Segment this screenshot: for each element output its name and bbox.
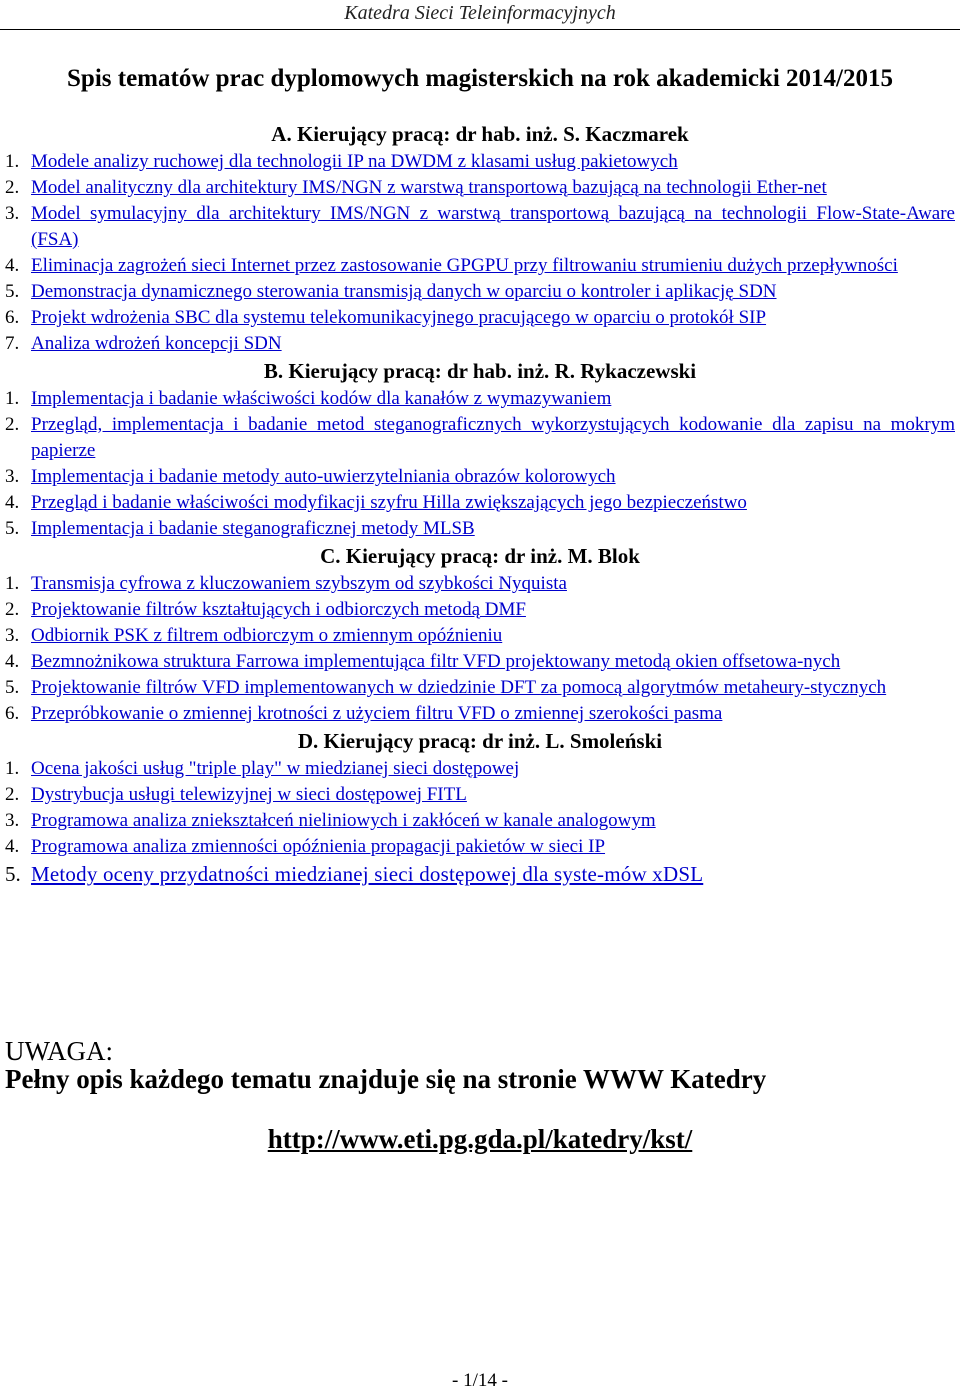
supervisor-heading: A. Kierujący pracą: dr hab. inż. S. Kaczmarek bbox=[271, 122, 689, 146]
topic-item bbox=[5, 279, 955, 305]
topic-item bbox=[5, 516, 955, 542]
topic-number: 4. bbox=[5, 651, 20, 672]
topic-number: 2. bbox=[5, 177, 20, 198]
topic-item bbox=[5, 331, 955, 357]
topic-item bbox=[5, 756, 955, 782]
department-name: Katedra Sieci Teleinformacyjnych bbox=[344, 2, 616, 24]
topic-link[interactable]: Przegląd i badanie właściwości modyfikacji szyfru Hilla zwiększających jego bezpieczeństwo bbox=[31, 492, 747, 513]
topic-link[interactable]: Analiza wdrożeń koncepcji SDN bbox=[31, 333, 282, 354]
topic-number: 1. bbox=[5, 151, 20, 172]
note-text: Pełny opis każdego tematu znajduje się na stronie WWW Katedry bbox=[5, 1064, 767, 1094]
topic-item bbox=[5, 490, 955, 516]
topic-link[interactable]: Demonstracja dynamicznego sterowania transmisją danych w oparciu o kontroler i aplikację SDN bbox=[31, 281, 777, 302]
topic-number: 3. bbox=[5, 466, 20, 487]
topic-number: 2. bbox=[5, 599, 20, 620]
topic-number: 7. bbox=[5, 333, 20, 354]
topic-number: 2. bbox=[5, 414, 20, 435]
supervisor-heading: B. Kierujący pracą: dr hab. inż. R. Rykaczewski bbox=[263, 359, 697, 383]
topic-number: 4. bbox=[5, 836, 20, 857]
topic-link[interactable]: Przegląd, implementacja i badanie metod steganograficznych wykorzystujących kodowanie dla zapisu na mokrym papierze bbox=[31, 414, 955, 461]
topic-item bbox=[5, 386, 955, 412]
note-heading: UWAGA: bbox=[5, 1036, 113, 1066]
topic-number: 6. bbox=[5, 307, 20, 328]
topic-number: 5. bbox=[5, 281, 20, 302]
topic-link[interactable]: Eliminacja zagrożeń sieci Internet przez zastosowanie GPGPU przy filtrowaniu strumieniu dużych przepływności bbox=[31, 255, 898, 276]
topic-number: 1. bbox=[5, 758, 20, 779]
topic-item bbox=[5, 412, 955, 464]
topic-item bbox=[5, 649, 955, 675]
page-number: - 1/14 - bbox=[452, 1370, 508, 1391]
topic-item bbox=[5, 149, 955, 175]
topic-number: 3. bbox=[5, 810, 20, 831]
topic-number: 3. bbox=[5, 203, 20, 224]
topic-number: 5. bbox=[5, 518, 20, 539]
page-header bbox=[0, 0, 960, 30]
topic-item bbox=[5, 571, 955, 597]
topic-link[interactable]: Implementacja i badanie metody auto-uwierzytelniania obrazów kolorowych bbox=[31, 466, 616, 487]
department-website-link[interactable]: http://www.eti.pg.gda.pl/katedry/kst/ bbox=[267, 1124, 693, 1154]
topic-link[interactable]: Model analityczny dla architektury IMS/NGN z warstwą transportową bazującą na technologii Ether-net bbox=[31, 177, 827, 198]
topic-number: 3. bbox=[5, 625, 20, 646]
supervisor-heading: D. Kierujący pracą: dr inż. L. Smoleński bbox=[297, 729, 663, 753]
topic-link[interactable]: Implementacja i badanie steganograficznej metody MLSB bbox=[31, 518, 475, 539]
topic-number: 4. bbox=[5, 255, 20, 276]
topic-link[interactable]: Programowa analiza zniekształceń nieliniowych i zakłóceń w kanale analogowym bbox=[31, 810, 656, 831]
topic-item bbox=[5, 782, 955, 808]
topic-number: 5. bbox=[5, 862, 21, 886]
topic-item bbox=[5, 253, 955, 279]
topic-link[interactable]: Model symulacyjny dla architektury IMS/NGN z warstwą transportową bazującą na technologii Flow-State-Aware (FSA) bbox=[31, 203, 955, 250]
topic-number: 1. bbox=[5, 388, 20, 409]
topic-item bbox=[5, 808, 955, 834]
topic-link[interactable]: Projektowanie filtrów kształtujących i odbiorczych metodą DMF bbox=[31, 599, 526, 620]
topic-item bbox=[5, 701, 955, 727]
topic-link[interactable]: Implementacja i badanie właściwości kodów dla kanałów z wymazywaniem bbox=[31, 388, 612, 409]
topic-link[interactable]: Modele analizy ruchowej dla technologii IP na DWDM z klasami usług pakietowych bbox=[31, 151, 678, 172]
topic-link[interactable]: Metody oceny przydatności miedzianej sieci dostępowej dla syste-mów xDSL bbox=[31, 862, 704, 886]
topic-number: 6. bbox=[5, 703, 20, 724]
topic-item bbox=[5, 675, 955, 701]
topics-list bbox=[5, 120, 955, 889]
topic-item bbox=[5, 860, 955, 889]
topic-link[interactable]: Programowa analiza zmienności opóźnienia propagacji pakietów w sieci IP bbox=[31, 836, 606, 857]
supervisor-heading: C. Kierujący pracą: dr inż. M. Blok bbox=[320, 544, 640, 568]
topic-link[interactable]: Dystrybucja usługi telewizyjnej w sieci dostępowej FITL bbox=[31, 784, 467, 805]
topic-link[interactable]: Projekt wdrożenia SBC dla systemu telekomunikacyjnego pracującego w oparciu o protokół SIP bbox=[31, 307, 767, 328]
document-title: Spis tematów prac dyplomowych magisterskich na rok akademicki 2014/2015 bbox=[67, 65, 893, 92]
topic-item bbox=[5, 305, 955, 331]
topic-item bbox=[5, 623, 955, 649]
topic-link[interactable]: Przepróbkowanie o zmiennej krotności z użyciem filtru VFD o zmiennej szerokości pasma bbox=[31, 703, 723, 724]
topic-link[interactable]: Bezmnożnikowa struktura Farrowa implementująca filtr VFD projektowany metodą okien offsetowa-nych bbox=[31, 651, 841, 672]
topic-item bbox=[5, 834, 955, 860]
topic-link[interactable]: Ocena jakości usług "triple play" w miedzianej sieci dostępowej bbox=[31, 758, 520, 779]
topic-item bbox=[5, 201, 955, 253]
topic-number: 1. bbox=[5, 573, 20, 594]
topic-item bbox=[5, 597, 955, 623]
topic-link[interactable]: Projektowanie filtrów VFD implementowanych w dziedzinie DFT za pomocą algorytmów metaheury-stycznych bbox=[31, 677, 887, 698]
topic-link[interactable]: Odbiornik PSK z filtrem odbiorczym o zmiennym opóźnieniu bbox=[31, 625, 503, 646]
topic-number: 5. bbox=[5, 677, 20, 698]
topic-item bbox=[5, 464, 955, 490]
topic-item bbox=[5, 175, 955, 201]
topic-number: 4. bbox=[5, 492, 20, 513]
topic-link[interactable]: Transmisja cyfrowa z kluczowaniem szybszym od szybkości Nyquista bbox=[31, 573, 567, 594]
topic-number: 2. bbox=[5, 784, 20, 805]
